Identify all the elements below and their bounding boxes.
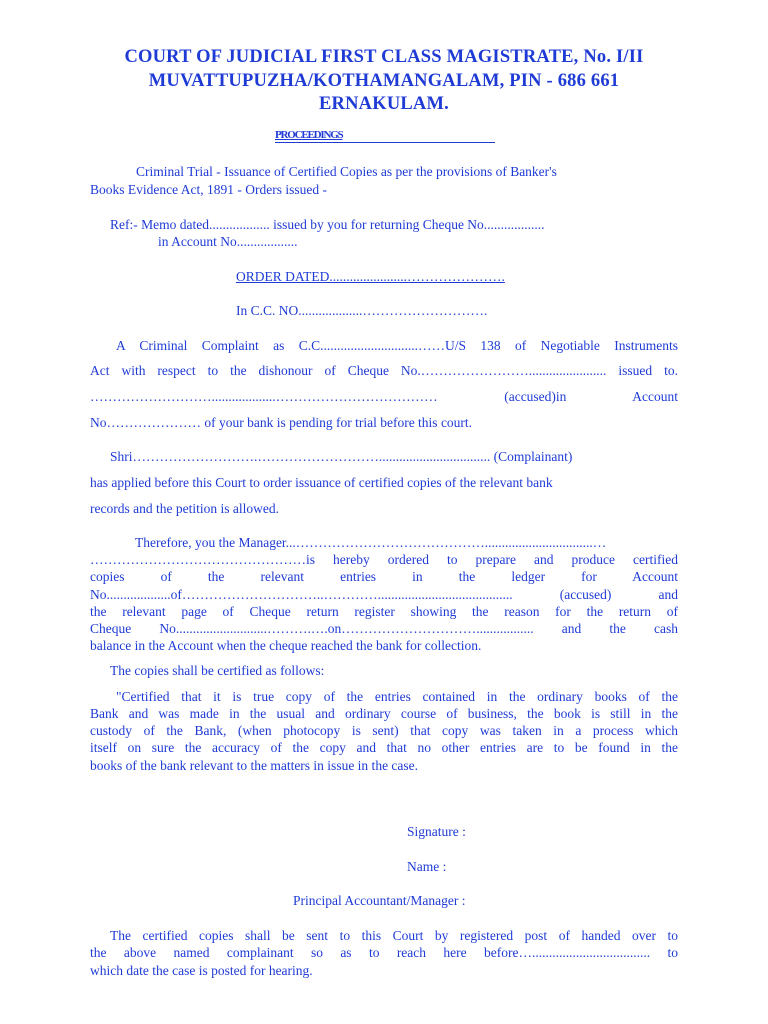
closing-line2: the above named complainant so as to reach here before…................................... to (90, 945, 678, 960)
order-line1: Therefore, you the Manager...……………………………………................................… (135, 535, 607, 550)
cc-number: In C.C. NO...................………………………. (236, 303, 488, 318)
complaint-line4: No………………… of your bank is pending for trial before this court. (90, 415, 473, 430)
court-title-line2: MUVATTUPUZHA/KOTHAMANGALAM, PIN - 686 661 (148, 71, 620, 91)
certificate-quote-line4: itself on sure the accuracy of the copy and that no other entries are to be found in the (90, 740, 678, 755)
order-line4: No...................of…………………………..…………........................................ (accused) and (90, 587, 678, 602)
order-line6: Cheque No...........................……….….on…………………………................. and the cash (90, 621, 678, 636)
order-line7: balance in the Account when the cheque reached the bank for collection. (90, 638, 482, 653)
order-line2: …………………………………………is hereby ordered to prepare and produce certified (90, 552, 678, 567)
order-line3: copies of the relevant entries in the ledger for Account (90, 569, 678, 584)
complaint-line2: Act with respect to the dishonour of Cheque No.……………………....................... issued to. (90, 363, 678, 378)
court-title-line3: ERNAKULAM. (319, 94, 449, 114)
closing-line1: The certified copies shall be sent to this Court by registered post of handed over to (110, 928, 678, 943)
name-label: Name : (407, 859, 447, 874)
subject-line1: Criminal Trial - Issuance of Certified Copies as per the provisions of Banker's (136, 164, 557, 179)
order-line5: the relevant page of Cheque return register showing the reason for the return of (90, 604, 678, 619)
certificate-quote-line5: books of the bank relevant to the matters in issue in the case. (90, 758, 419, 773)
applicant-line1: Shri……………………….………………………................................. (Complainant) (110, 449, 573, 464)
certification-intro: The copies shall be certified as follows: (110, 663, 325, 678)
reference-line1: Ref:- Memo dated.................. issued by you for returning Cheque No.................. (110, 217, 545, 232)
certificate-quote-line3: custody of the Bank, (when photocopy is sent) that copy was taken in a process which (90, 723, 678, 738)
reference-line2: in Account No.................. (158, 234, 298, 249)
complaint-line1: A Criminal Complaint as C.C.............................……U/S 138 of Negotiable Instruments (116, 338, 678, 353)
certificate-quote-line2: Bank and was made in the usual and ordinary course of business, the book is still in the (90, 706, 678, 721)
applicant-line3: records and the petition is allowed. (90, 501, 279, 516)
subject-line2: Books Evidence Act, 1891 - Orders issued - (90, 182, 327, 197)
proceedings-heading: PROCEEDINGS (275, 128, 495, 143)
closing-line3: which date the case is posted for hearing. (90, 963, 313, 978)
complaint-line3: ………………………...................……………………………… (accused)in Account (90, 389, 678, 404)
court-title-line1: COURT OF JUDICIAL FIRST CLASS MAGISTRATE, No. I/II (124, 47, 644, 67)
applicant-line2: has applied before this Court to order issuance of certified copies of the relevant bank (90, 475, 553, 490)
signature-label: Signature : (407, 824, 466, 839)
order-dated: ORDER DATED.......................…………………. (236, 269, 505, 284)
certificate-quote-line1: "Certified that it is true copy of the entries contained in the ordinary books of the (116, 689, 678, 704)
designation-label: Principal Accountant/Manager : (293, 893, 466, 908)
